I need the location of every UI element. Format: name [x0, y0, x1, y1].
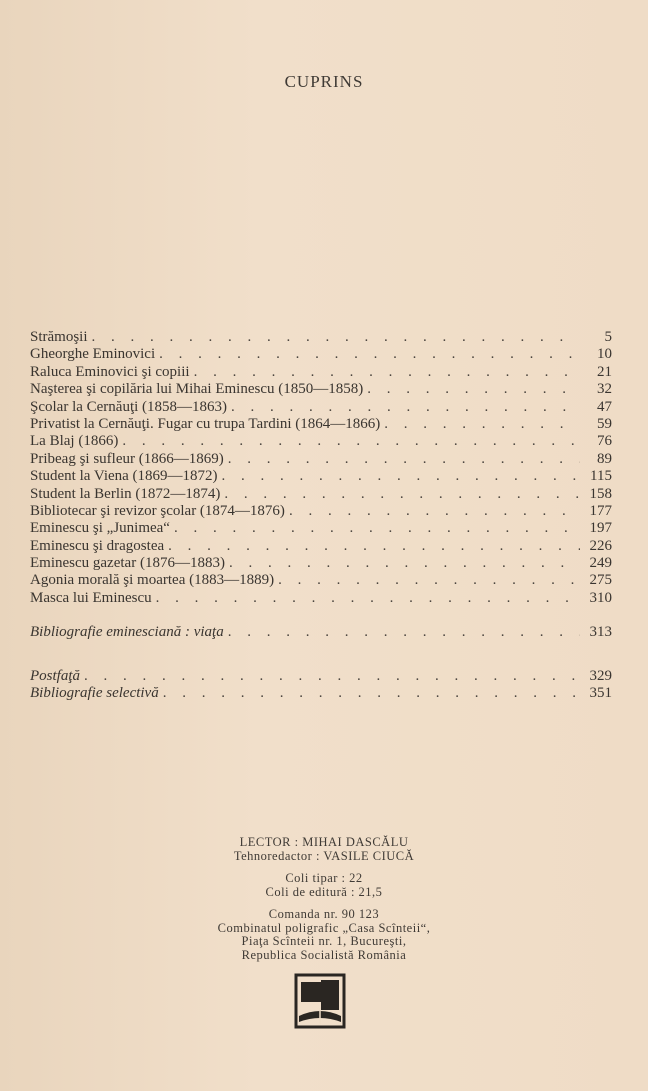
dot-leader — [122, 433, 580, 450]
toc-entry — [30, 503, 612, 520]
dot-leader — [84, 668, 580, 685]
toc-entry — [30, 520, 612, 537]
address-line: Piaţa Scînteii nr. 1, Bucureşti, — [241, 934, 407, 948]
dot-leader — [224, 486, 580, 503]
toc-entry-title: Strămoşii — [30, 329, 88, 345]
toc-entry-page: 10 — [597, 346, 612, 363]
dot-leader — [92, 329, 580, 346]
toc-entry-page: 76 — [597, 433, 612, 450]
toc-entry-title: Şcolar la Cernăuţi (1858—1863) — [30, 398, 228, 415]
dot-leader — [231, 399, 580, 416]
credits — [0, 836, 648, 863]
toc-entry — [30, 346, 612, 363]
toc-entry-page: 32 — [597, 381, 612, 398]
dot-leader — [228, 451, 580, 468]
tehnoredactor-line: Tehnoredactor : VASILE CIUCĂ — [233, 848, 415, 863]
toc-entry-title: Bibliografie eminesciană : viaţa — [30, 624, 224, 640]
toc-entry — [30, 572, 612, 589]
toc-entry-page: 59 — [597, 415, 612, 432]
toc-entry-title: Eminescu gazetar (1876—1883) — [30, 555, 225, 572]
toc-entry-title: Eminescu şi „Junimea“ — [30, 520, 170, 537]
lector-line: LECTOR : MIHAI DASCĂLU — [239, 835, 409, 849]
toc-entry-page: 115 — [590, 468, 612, 485]
toc-entry-page: 249 — [589, 555, 612, 572]
toc-entry-page: 21 — [597, 363, 612, 380]
toc-entry — [30, 364, 612, 381]
toc-entry — [30, 399, 612, 416]
toc-entry-title: Student la Berlin (1872—1874) — [30, 485, 221, 502]
dot-leader — [194, 364, 580, 381]
toc-entry-title: Bibliografie selectivă — [30, 685, 159, 702]
toc-entry — [30, 668, 612, 685]
toc-entry-page: 158 — [589, 485, 612, 502]
toc-entry — [30, 555, 612, 572]
toc-appendix-section — [30, 668, 612, 703]
dot-leader — [289, 503, 580, 520]
dot-leader — [229, 555, 580, 572]
dot-leader — [163, 685, 580, 702]
combinat-line: Combinatul poligrafic „Casa Scînteii“, — [217, 920, 431, 935]
toc-entry — [30, 433, 612, 450]
toc-entry — [30, 416, 612, 433]
coli-tipar-line: Coli tipar : 22 — [285, 871, 363, 885]
toc-entry-title: Naşterea şi copilăria lui Mihai Eminescu (1850—1858) — [30, 381, 364, 398]
toc-entry — [30, 451, 612, 468]
toc-entry-title: Raluca Eminovici şi copiii — [30, 363, 190, 380]
toc-entry — [30, 685, 612, 702]
toc-entry — [30, 468, 612, 485]
toc-entry-page: 310 — [589, 589, 612, 606]
toc-entry — [30, 624, 612, 641]
printer-info — [0, 908, 648, 962]
toc-entry-title: Privatist la Cernăuţi. Fugar cu trupa Tardini (1864—1866) — [30, 415, 381, 432]
toc-entry-title: Bibliotecar şi revizor şcolar (1874—1876) — [30, 502, 285, 519]
dot-leader — [228, 624, 580, 641]
toc-entry-page: 177 — [589, 502, 612, 519]
coli-editura-line: Coli de editură : 21,5 — [265, 884, 383, 899]
dot-leader — [159, 346, 580, 363]
toc-entry-title: Student la Viena (1869—1872) — [30, 468, 218, 485]
toc-entry-page: 89 — [597, 450, 612, 467]
toc-entry — [30, 538, 612, 555]
toc-entry-title: Postfaţă — [30, 668, 81, 684]
toc-entry-title: La Blaj (1866) — [30, 433, 119, 450]
toc-entry-page: 313 — [589, 624, 612, 640]
table-of-contents — [30, 329, 612, 607]
toc-entry-page: 47 — [597, 398, 612, 415]
page-title: CUPRINS — [284, 72, 364, 91]
dot-leader — [367, 381, 580, 398]
toc-bibliography-section — [30, 624, 612, 641]
print-specs — [0, 872, 648, 899]
toc-entry-page: 351 — [589, 685, 612, 702]
toc-entry-title: Gheorghe Eminovici — [30, 346, 156, 363]
toc-entry-title: Masca lui Eminescu — [30, 589, 152, 606]
toc-entry-page: 226 — [589, 537, 612, 554]
toc-entry — [30, 381, 612, 398]
dot-leader — [278, 572, 580, 589]
colophon — [0, 836, 648, 971]
comanda-line: Comanda nr. 90 123 — [268, 907, 380, 921]
country-line: Republica Socialistă România — [241, 947, 407, 962]
dot-leader — [384, 416, 580, 433]
dot-leader — [156, 590, 580, 607]
toc-entry-title: Pribeag şi sufleur (1866—1869) — [30, 450, 224, 467]
toc-entry-title: Agonia morală şi moartea (1883—1889) — [30, 572, 275, 589]
toc-entry-page: 275 — [589, 572, 612, 589]
book-printer-logo-icon — [293, 972, 347, 1030]
dot-leader — [222, 468, 580, 485]
toc-entry — [30, 590, 612, 607]
toc-entry — [30, 329, 612, 346]
toc-entry-page: 329 — [589, 668, 612, 684]
toc-entry-title: Eminescu şi dragostea — [30, 537, 165, 554]
toc-entry — [30, 486, 612, 503]
toc-entry-page: 197 — [589, 520, 612, 537]
toc-entry-page: 5 — [604, 329, 612, 345]
dot-leader — [174, 520, 580, 537]
dot-leader — [168, 538, 580, 555]
